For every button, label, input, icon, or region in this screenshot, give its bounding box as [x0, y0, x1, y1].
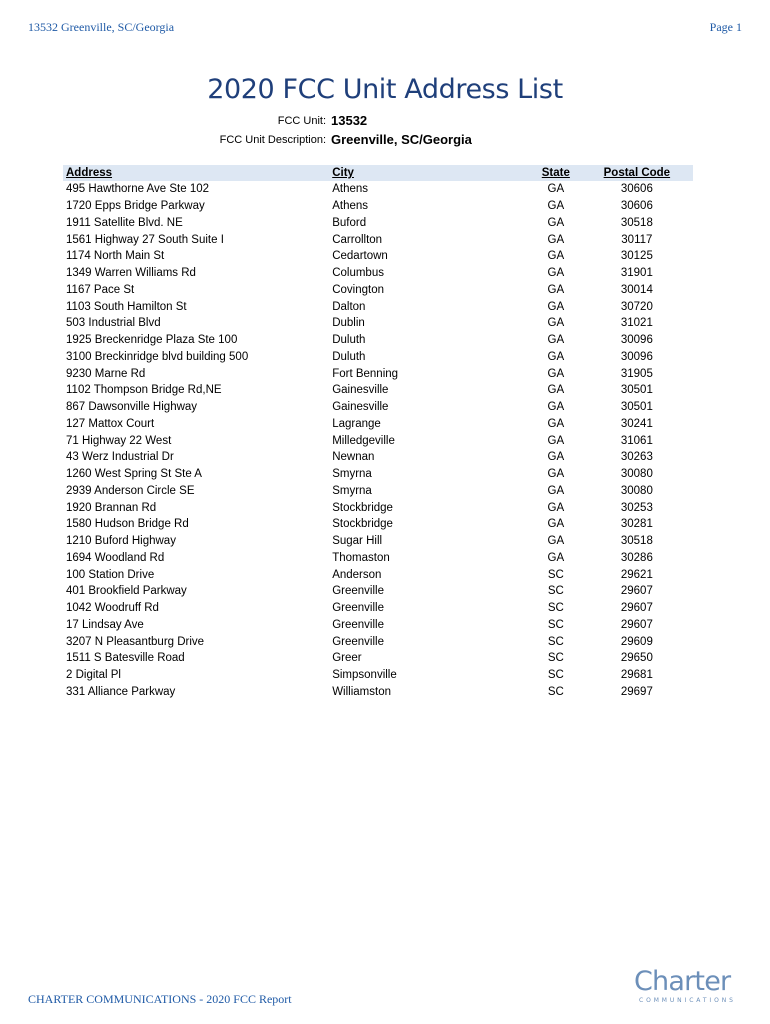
- cell-city: Stockbridge: [332, 501, 393, 514]
- cell-city: Gainesville: [332, 401, 389, 414]
- table-row: [63, 583, 693, 600]
- table-row: [63, 466, 693, 483]
- cell-address: 1911 Satellite Blvd. NE: [66, 216, 183, 229]
- cell-address: 1349 Warren Williams Rd: [66, 267, 196, 280]
- cell-city: Thomaston: [332, 551, 390, 564]
- cell-state: GA: [547, 350, 565, 363]
- cell-state: SC: [547, 585, 564, 598]
- cell-city: Buford: [332, 216, 367, 229]
- table-row: [63, 684, 693, 701]
- cell-postal-code: 30241: [620, 417, 653, 430]
- cell-city: Greenville: [332, 602, 384, 615]
- cell-address: 1580 Hudson Bridge Rd: [66, 518, 189, 531]
- cell-address: 1720 Epps Bridge Parkway: [66, 200, 205, 213]
- fcc-unit-label: FCC Unit:: [277, 115, 326, 127]
- cell-postal-code: 30080: [620, 484, 653, 497]
- table-row: [63, 600, 693, 617]
- table-row: [63, 416, 693, 433]
- cell-address: 867 Dawsonville Highway: [66, 401, 198, 414]
- cell-postal-code: 31021: [620, 317, 653, 330]
- charter-logo-word: Charter: [634, 966, 731, 997]
- table-row: [63, 550, 693, 567]
- table-row: [63, 667, 693, 684]
- cell-state: GA: [547, 233, 565, 246]
- cell-postal-code: 30096: [620, 334, 653, 347]
- cell-state: GA: [547, 200, 565, 213]
- cell-city: Milledgeville: [332, 434, 395, 447]
- cell-state: GA: [547, 367, 565, 380]
- cell-address: 1102 Thompson Bridge Rd,NE: [66, 384, 222, 397]
- table-row: [63, 349, 693, 366]
- table-row: [63, 198, 693, 215]
- cell-address: 1920 Brannan Rd: [66, 501, 157, 514]
- cell-address: 1925 Breckenridge Plaza Ste 100: [66, 334, 238, 347]
- cell-address: 1210 Buford Highway: [66, 535, 176, 548]
- table-row: [63, 633, 693, 650]
- cell-postal-code: 30125: [620, 250, 653, 263]
- cell-city: Sugar Hill: [332, 535, 383, 548]
- cell-state: SC: [547, 669, 564, 682]
- cell-postal-code: 30014: [620, 283, 653, 296]
- cell-address: 100 Station Drive: [66, 568, 155, 581]
- cell-city: Athens: [332, 183, 369, 196]
- cell-address: 401 Brookfield Parkway: [66, 585, 187, 598]
- cell-city: Gainesville: [332, 384, 389, 397]
- table-row: [63, 449, 693, 466]
- column-header-address: Address: [63, 165, 332, 181]
- cell-state: GA: [547, 317, 565, 330]
- table-row: [63, 365, 693, 382]
- cell-state: GA: [547, 250, 565, 263]
- cell-postal-code: 30606: [620, 183, 653, 196]
- cell-address: 1561 Highway 27 South Suite I: [66, 233, 224, 246]
- table-row: [63, 566, 693, 583]
- table-row: [63, 248, 693, 265]
- cell-city: Duluth: [332, 350, 366, 363]
- table-row: [63, 499, 693, 516]
- cell-city: Newnan: [332, 451, 375, 464]
- cell-postal-code: 29621: [620, 568, 653, 581]
- cell-state: GA: [547, 518, 565, 531]
- cell-city: Greenville: [332, 585, 384, 598]
- cell-state: GA: [547, 300, 565, 313]
- cell-postal-code: 31901: [620, 267, 653, 280]
- cell-postal-code: 31905: [620, 367, 653, 380]
- cell-state: GA: [547, 501, 565, 514]
- cell-postal-code: 30263: [620, 451, 653, 464]
- cell-postal-code: 29650: [620, 652, 653, 665]
- cell-address: 9230 Marne Rd: [66, 367, 146, 380]
- cell-address: 71 Highway 22 West: [66, 434, 172, 447]
- cell-city: Greenville: [332, 635, 384, 648]
- page-header-unit: 13532 Greenville, SC/Georgia: [28, 20, 175, 34]
- cell-state: GA: [547, 384, 565, 397]
- cell-state: GA: [547, 434, 565, 447]
- cell-city: Simpsonville: [332, 669, 397, 682]
- cell-state: GA: [547, 551, 565, 564]
- cell-postal-code: 30117: [621, 233, 653, 246]
- cell-state: GA: [547, 216, 565, 229]
- cell-city: Greer: [332, 652, 362, 665]
- table-row: [63, 282, 693, 299]
- cell-address: 1042 Woodruff Rd: [66, 602, 159, 615]
- cell-address: 1167 Pace St: [66, 283, 135, 296]
- cell-postal-code: 29607: [620, 585, 653, 598]
- column-header-postal-code: Postal Code: [581, 165, 693, 181]
- table-row: [63, 382, 693, 399]
- cell-city: Cedartown: [332, 250, 388, 263]
- cell-address: 495 Hawthorne Ave Ste 102: [66, 183, 210, 196]
- cell-postal-code: 30518: [620, 535, 653, 548]
- cell-city: Columbus: [332, 267, 384, 280]
- cell-address: 1694 Woodland Rd: [66, 551, 165, 564]
- column-header-city: City: [332, 165, 531, 181]
- cell-postal-code: 30501: [620, 401, 653, 414]
- cell-postal-code: 30720: [620, 300, 653, 313]
- table-row: [63, 315, 693, 332]
- cell-state: SC: [547, 602, 564, 615]
- cell-state: GA: [547, 451, 565, 464]
- cell-city: Smyrna: [332, 484, 372, 497]
- cell-postal-code: 31061: [620, 434, 653, 447]
- cell-address: 43 Werz Industrial Dr: [66, 451, 174, 464]
- fcc-unit-value: 13532: [331, 113, 368, 128]
- table-row: [63, 265, 693, 282]
- cell-city: Carrollton: [332, 233, 383, 246]
- cell-postal-code: 29609: [620, 635, 653, 648]
- cell-postal-code: 30501: [620, 384, 653, 397]
- cell-city: Greenville: [332, 618, 384, 631]
- cell-state: SC: [547, 635, 564, 648]
- cell-address: 1174 North Main St: [66, 250, 165, 263]
- fcc-unit-description-value: Greenville, SC/Georgia: [331, 132, 472, 147]
- report-footer: CHARTER COMMUNICATIONS - 2020 FCC Report: [28, 992, 292, 1006]
- table-row: [63, 181, 693, 198]
- column-header-state: State: [531, 165, 581, 181]
- table-row: [63, 483, 693, 500]
- table-header-row: [63, 165, 693, 181]
- table-row: [63, 298, 693, 315]
- cell-postal-code: 30281: [620, 518, 653, 531]
- cell-address: 2939 Anderson Circle SE: [66, 484, 195, 497]
- table-row: [63, 332, 693, 349]
- cell-state: GA: [547, 334, 565, 347]
- cell-address: 3100 Breckinridge blvd building 500: [66, 350, 249, 363]
- cell-state: SC: [547, 652, 564, 665]
- cell-city: Athens: [332, 200, 369, 213]
- table-row: [63, 617, 693, 634]
- cell-state: SC: [547, 618, 564, 631]
- cell-state: GA: [547, 283, 565, 296]
- table-row: [63, 231, 693, 248]
- charter-logo: [634, 966, 746, 1006]
- table-row: [63, 516, 693, 533]
- cell-city: Anderson: [332, 568, 382, 581]
- cell-postal-code: 30096: [620, 350, 653, 363]
- table-row: [63, 432, 693, 449]
- page-title: 2020 FCC Unit Address List: [207, 74, 563, 105]
- charter-logo-sub: COMMUNICATIONS: [639, 997, 736, 1004]
- cell-state: GA: [547, 484, 565, 497]
- cell-address: 3207 N Pleasantburg Drive: [66, 635, 205, 648]
- cell-city: Dublin: [332, 317, 365, 330]
- cell-state: GA: [547, 468, 565, 481]
- cell-state: GA: [547, 417, 565, 430]
- table-row: [63, 399, 693, 416]
- table-row: [63, 533, 693, 550]
- cell-state: GA: [547, 401, 565, 414]
- cell-city: Smyrna: [332, 468, 372, 481]
- cell-address: 17 Lindsay Ave: [66, 618, 144, 631]
- cell-postal-code: 29681: [620, 669, 653, 682]
- cell-state: GA: [547, 535, 565, 548]
- cell-address: 331 Alliance Parkway: [66, 685, 176, 698]
- cell-state: GA: [547, 183, 565, 196]
- page-number: Page 1: [709, 20, 742, 34]
- cell-city: Duluth: [332, 334, 366, 347]
- cell-address: 2 Digital Pl: [66, 669, 121, 682]
- cell-city: Dalton: [332, 300, 366, 313]
- cell-address: 1260 West Spring St Ste A: [66, 468, 202, 481]
- cell-city: Lagrange: [332, 417, 381, 430]
- cell-city: Williamston: [332, 685, 391, 698]
- cell-state: SC: [547, 568, 564, 581]
- cell-city: Fort Benning: [332, 367, 399, 380]
- cell-postal-code: 30253: [620, 501, 653, 514]
- cell-address: 127 Mattox Court: [66, 417, 155, 430]
- cell-postal-code: 30080: [620, 468, 653, 481]
- table-row: [63, 650, 693, 667]
- cell-postal-code: 29607: [620, 602, 653, 615]
- table-row: [63, 215, 693, 232]
- cell-postal-code: 30518: [620, 216, 653, 229]
- cell-city: Stockbridge: [332, 518, 393, 531]
- cell-address: 1103 South Hamilton St: [66, 300, 187, 313]
- address-table: [63, 165, 693, 700]
- cell-postal-code: 29607: [620, 618, 653, 631]
- cell-postal-code: 30286: [620, 551, 653, 564]
- cell-city: Covington: [332, 283, 384, 296]
- cell-address: 1511 S Batesville Road: [66, 652, 185, 665]
- cell-state: GA: [547, 267, 565, 280]
- cell-address: 503 Industrial Blvd: [66, 317, 161, 330]
- cell-postal-code: 29697: [620, 685, 653, 698]
- fcc-unit-description-label: FCC Unit Description:: [219, 134, 326, 146]
- cell-state: SC: [547, 685, 564, 698]
- cell-postal-code: 30606: [620, 200, 653, 213]
